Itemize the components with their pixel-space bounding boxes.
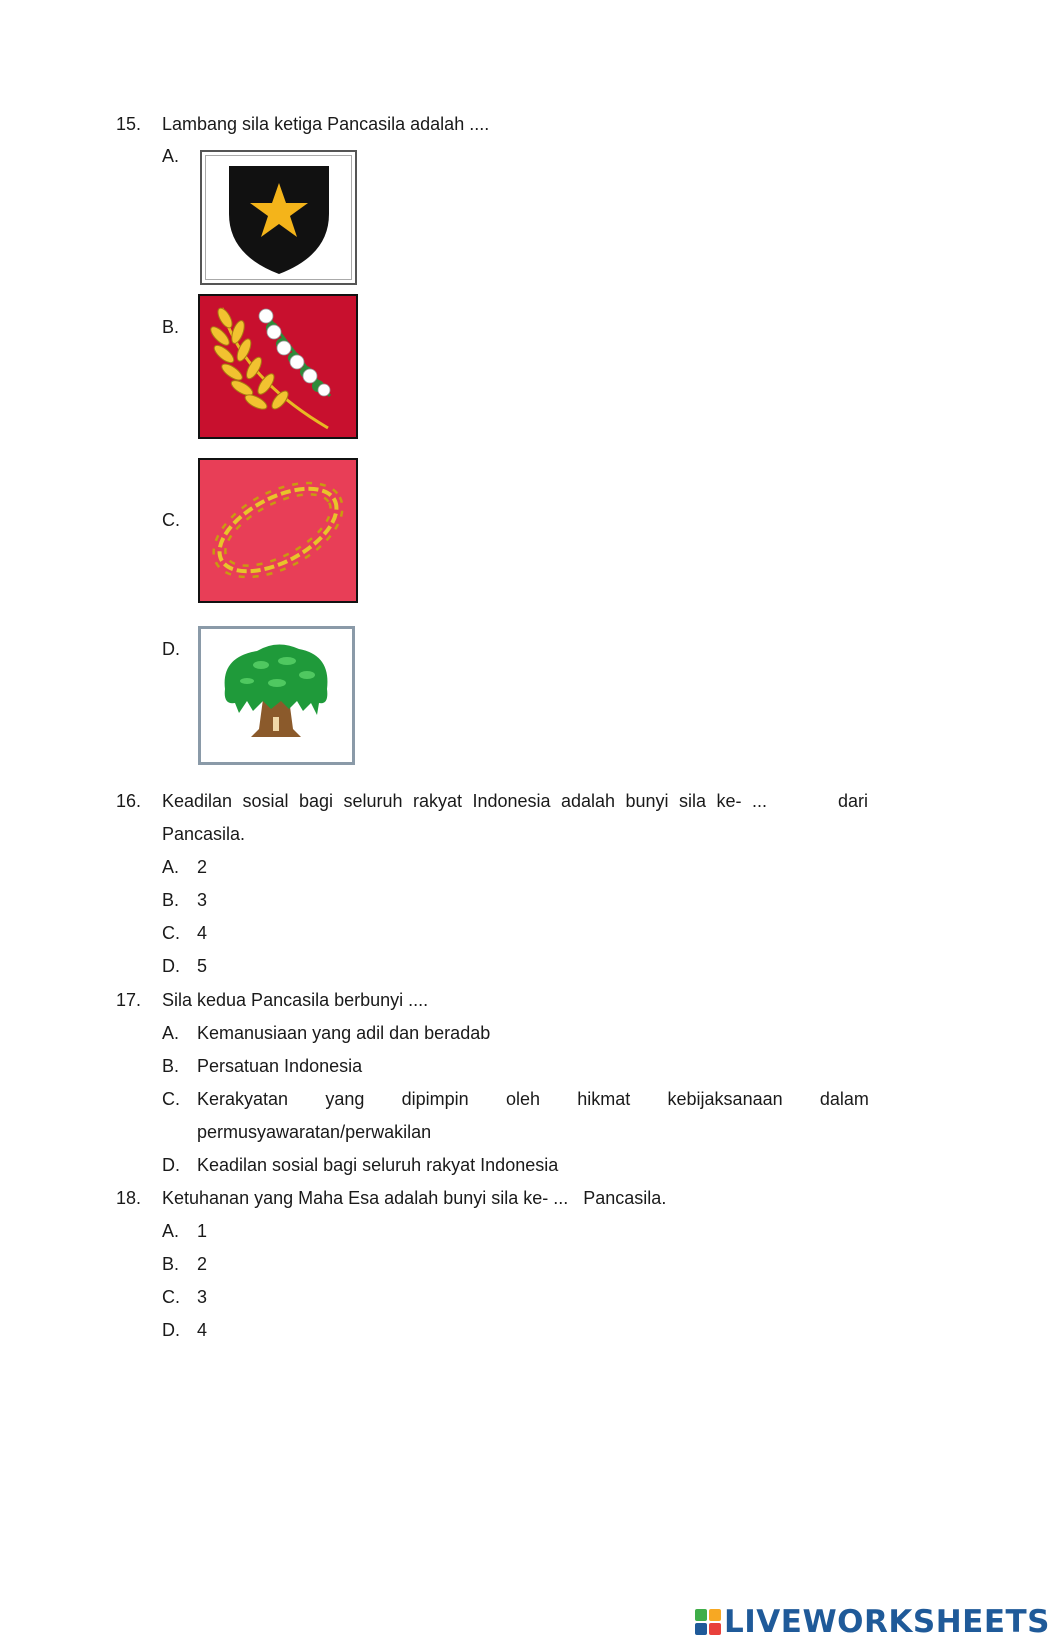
q17-c-word: oleh (505, 1089, 540, 1109)
rice-cotton-icon (200, 296, 356, 437)
q15-option-c-image[interactable] (198, 458, 358, 603)
q17-c-word: hikmat (577, 1089, 631, 1109)
banyan-tree-icon (201, 629, 352, 762)
q17-c-word: kebijaksanaan (667, 1089, 783, 1109)
q16-option-b-letter: B. (162, 890, 180, 910)
question-18-number: 18. (116, 1188, 142, 1208)
question-16-line2: Pancasila. (162, 824, 246, 844)
q15-option-d-letter: D. (162, 639, 180, 659)
q16-option-a-text[interactable]: 2 (197, 857, 208, 877)
q18-option-d-text[interactable]: 4 (197, 1320, 208, 1340)
q16-option-c-letter: C. (162, 923, 180, 943)
q16-word: Indonesia (472, 791, 551, 811)
q15-option-d-image[interactable] (198, 626, 355, 765)
q17-c-word: dalam (819, 1089, 869, 1109)
q17-option-d-letter: D. (162, 1155, 180, 1175)
question-17-number: 17. (116, 990, 142, 1010)
q15-option-c-letter: C. (162, 510, 180, 530)
q18-option-d-letter: D. (162, 1320, 180, 1340)
q17-option-b-letter: B. (162, 1056, 180, 1076)
q16-word: seluruh (343, 791, 403, 811)
question-15-number: 15. (116, 114, 142, 134)
question-15-text: Lambang sila ketiga Pancasila adalah .... (162, 114, 490, 134)
q16-word: bagi (299, 791, 334, 811)
question-16-line1 (162, 790, 767, 812)
q16-word: Keadilan (162, 791, 233, 811)
q16-option-b-text[interactable]: 3 (197, 890, 208, 910)
q16-word: sosial (242, 791, 289, 811)
q17-c-word: Kerakyatan (197, 1089, 289, 1109)
q17-option-c-letter: C. (162, 1089, 180, 1109)
q16-word: sila (679, 791, 707, 811)
q17-c-word: dipimpin (401, 1089, 469, 1109)
q17-c-word: yang (325, 1089, 365, 1109)
q16-word: ke- (716, 791, 742, 811)
q18-option-a-letter: A. (162, 1221, 180, 1241)
q18-option-c-text[interactable]: 3 (197, 1287, 208, 1307)
q17-option-b-text[interactable]: Persatuan Indonesia (197, 1056, 363, 1076)
q16-word: bunyi (625, 791, 669, 811)
liveworksheets-logo-icon (695, 1609, 721, 1635)
q15-option-b-letter: B. (162, 317, 180, 337)
q18-option-b-text[interactable]: 2 (197, 1254, 208, 1274)
q17-option-a-letter: A. (162, 1023, 180, 1043)
star-shield-icon (202, 152, 355, 283)
q16-word: rakyat (412, 791, 463, 811)
q17-option-d-text[interactable]: Keadilan sosial bagi seluruh rakyat Indonesia (197, 1155, 559, 1175)
q18-option-c-letter: C. (162, 1287, 180, 1307)
q15-option-a-letter: A. (162, 146, 180, 166)
question-16-line1-end: dari (838, 791, 869, 811)
q17-option-c-line1[interactable] (197, 1088, 869, 1110)
liveworksheets-logo[interactable] (695, 1604, 1050, 1640)
q16-word: adalah (561, 791, 616, 811)
q15-option-a-image[interactable] (200, 150, 357, 285)
q16-option-d-text[interactable]: 5 (197, 956, 208, 976)
q17-option-a-text[interactable]: Kemanusiaan yang adil dan beradab (197, 1023, 491, 1043)
q16-option-d-letter: D. (162, 956, 180, 976)
q18-option-b-letter: B. (162, 1254, 180, 1274)
q16-option-c-text[interactable]: 4 (197, 923, 208, 943)
question-16-number: 16. (116, 791, 142, 811)
q18-option-a-text[interactable]: 1 (197, 1221, 208, 1241)
chain-icon (200, 460, 356, 601)
question-18-text: Ketuhanan yang Maha Esa adalah bunyi sila ke- ... Pancasila. (162, 1188, 667, 1208)
q16-word: ... (751, 791, 767, 811)
liveworksheets-logo-text: LIVEWORKSHEETS (724, 1604, 1050, 1640)
question-17-text: Sila kedua Pancasila berbunyi .... (162, 990, 429, 1010)
q17-option-c-line2[interactable]: permusyawaratan/perwakilan (197, 1122, 432, 1142)
q15-option-b-image[interactable] (198, 294, 358, 439)
q16-option-a-letter: A. (162, 857, 180, 877)
